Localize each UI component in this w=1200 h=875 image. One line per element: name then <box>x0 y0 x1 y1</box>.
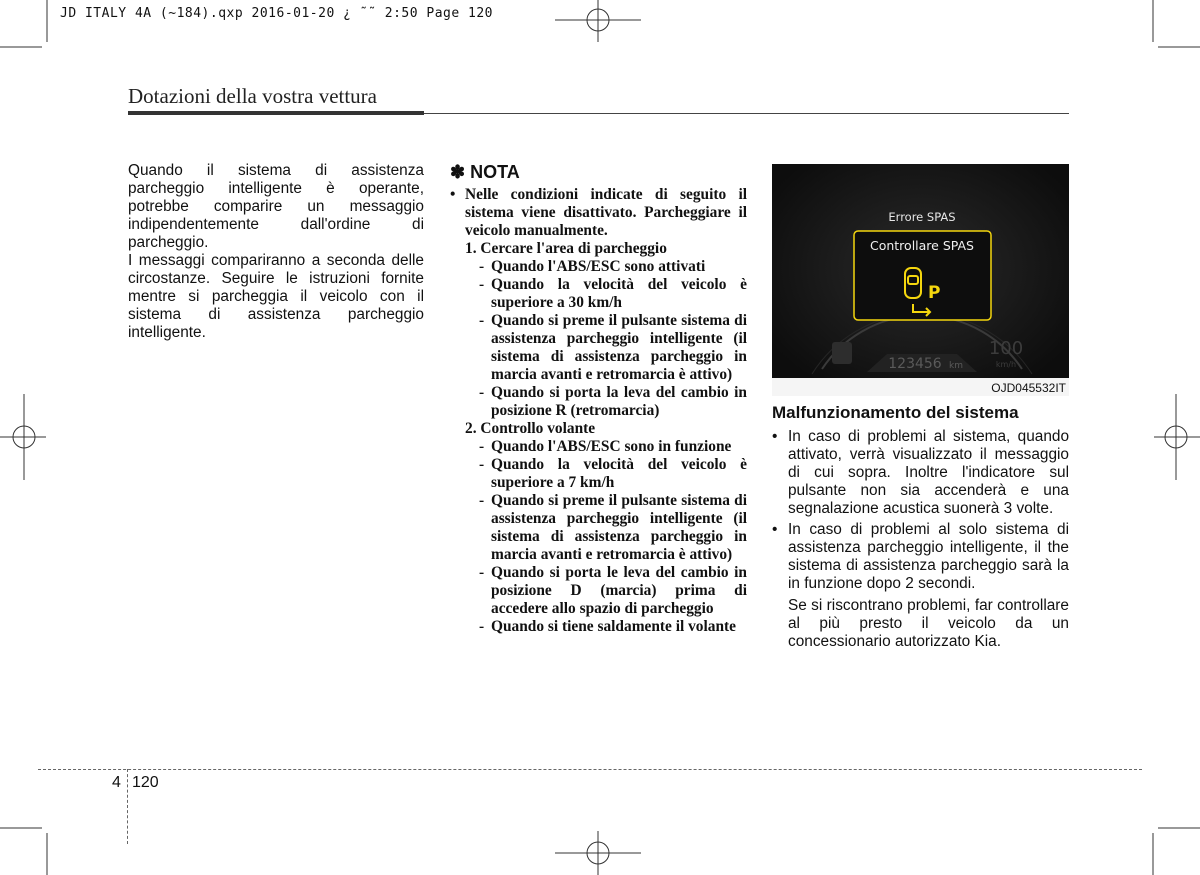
chapter-number: 4 <box>112 774 121 791</box>
bullet-icon: • <box>772 428 778 445</box>
registration-mark-bottom <box>555 831 641 875</box>
odometer-value: 123456 <box>888 356 942 372</box>
figure-code: OJD045532IT <box>991 381 1066 395</box>
left-paragraph-1: Quando il sistema di assistenza parcheggio intelligente è operante, potrebbe comparire un messaggio indipendentemente dall'ordine di parcheggio. <box>128 162 424 251</box>
error-spas-label: Errore SPAS <box>888 210 956 224</box>
nota-s2-item: - Quando si tiene saldamente il volante <box>479 618 736 635</box>
nota-s2-item: - Quando si porta le leva del cambio in posizione D (marcia) prima di accedere allo spazio di parcheggio <box>479 564 747 617</box>
malfunction-title: Malfunzionamento del sistema <box>772 403 1019 422</box>
malfunction-item: • In caso di problemi al sistema, quando attivato, verrà visualizzato il messaggio di cui sopra. Inoltre l'indicatore sul pulsante non sia accenderà e una segnalazione acustica suonerà 3 volte. <box>772 428 1069 517</box>
nota-section-2: 2. Controllo volante <box>465 420 596 437</box>
nota-s2-item: - Quando la velocità del veicolo è superiore a 7 km/h <box>479 456 747 491</box>
registration-mark-top <box>555 0 641 42</box>
page-number: 120 <box>132 774 159 791</box>
malfunction-extra: Se si riscontrano problemi, far controllare al più presto il veicolo da un concessionario autorizzato Kia. <box>788 597 1069 650</box>
p-gear-icon <box>832 342 852 364</box>
nota-heading <box>450 162 520 183</box>
control-spas-label: Controllare SPAS <box>869 238 975 253</box>
bullet-icon: • <box>450 186 456 203</box>
odometer-unit: km <box>949 361 963 371</box>
cluster-figure <box>772 164 1069 396</box>
page-header-title: Dotazioni della vostra vettura <box>128 84 377 108</box>
registration-mark-right <box>1154 394 1200 480</box>
nota-s1-item: - Quando l'ABS/ESC sono attivati <box>479 258 706 275</box>
header-rule-thick <box>128 111 424 115</box>
speed-unit: km/h <box>995 360 1017 369</box>
nota-s2-item: - Quando l'ABS/ESC sono in funzione <box>479 438 732 455</box>
header-rule-thin <box>424 113 1069 114</box>
nota-s1-item: - Quando si porta la leva del cambio in posizione R (retromarcia) <box>479 384 747 419</box>
cluster-display <box>772 164 1069 396</box>
nota-s1-item: - Quando la velocità del veicolo è superiore a 30 km/h <box>479 276 747 311</box>
nota-body <box>450 186 747 636</box>
speed-value: 100 <box>988 338 1024 359</box>
print-slug: JD ITALY 4A (~184).qxp 2016-01-20 ¿ ˜˜ 2:50 Page 120 <box>60 6 493 21</box>
nota-section-1: 1. Cercare l'area di parcheggio <box>465 240 667 257</box>
left-column <box>128 162 424 342</box>
nota-star-icon: ✽ <box>450 162 466 182</box>
footer-rule <box>38 769 1142 770</box>
registration-mark-left <box>0 394 46 480</box>
nota-s1-item: - Quando si preme il pulsante sistema di assistenza parcheggio intelligente (il sistema di assistenza parcheggio in marcia avanti e retromarcia è attivo) <box>479 312 747 383</box>
nota-s2-item: - Quando si preme il pulsante sistema di assistenza parcheggio intelligente (il sistema di assistenza parcheggio in marcia avanti e retromarcia è attivo) <box>479 492 747 563</box>
malfunction-item: • In caso di problemi al solo sistema di assistenza parcheggio intelligente, il the sistema di assistenza parcheggio sarà la in funzione dopo 2 secondi. <box>772 521 1069 592</box>
footer-vertical-rule <box>127 769 128 844</box>
nota-title: NOTA <box>470 162 520 182</box>
bullet-icon: • <box>772 521 778 538</box>
nota-intro: Nelle condizioni indicate di seguito il sistema viene disattivato. Parcheggiare il veicolo manualmente. <box>465 186 747 239</box>
parking-p-letter: P <box>928 283 941 303</box>
left-paragraph-2: I messaggi compariranno a seconda delle circostanze. Seguire le istruzioni fornite mentre si parcheggia il veicolo con il sistema di assistenza parcheggio intelligente. <box>128 252 424 341</box>
malfunction-body <box>772 428 1069 651</box>
nota-intro-row <box>450 186 747 240</box>
